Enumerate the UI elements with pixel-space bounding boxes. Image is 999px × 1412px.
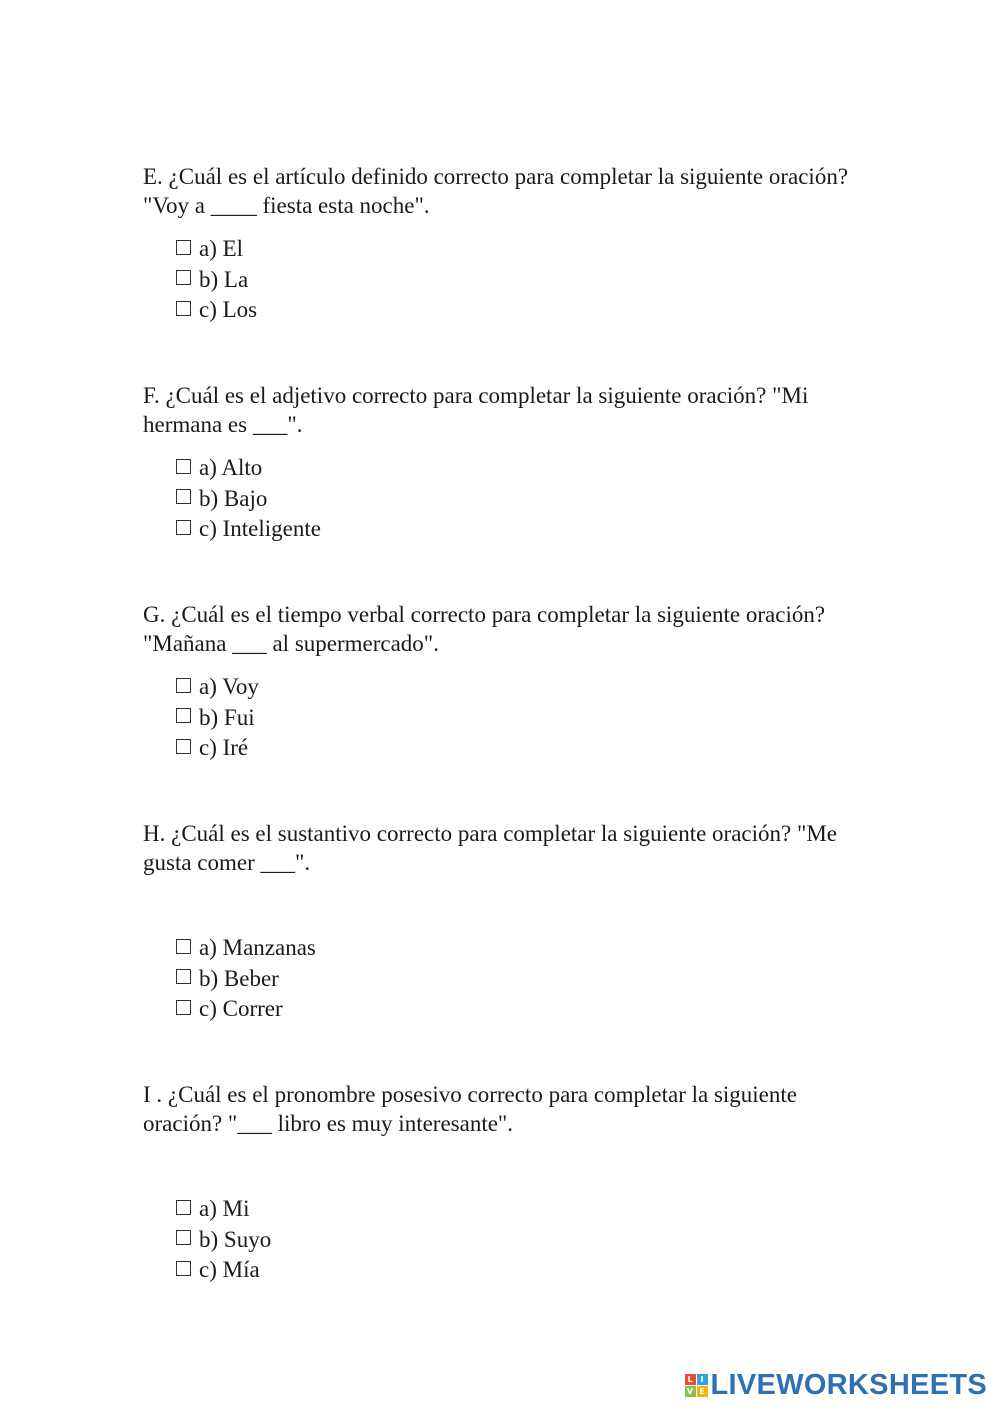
option-label: b) Bajo [199, 485, 268, 511]
option-label: b) La [199, 266, 249, 292]
option-h-a[interactable] [176, 933, 863, 964]
liveworksheets-logo [685, 1369, 988, 1402]
checkbox-icon[interactable] [176, 489, 191, 504]
question-h [143, 819, 863, 1025]
checkbox-icon[interactable] [176, 969, 191, 984]
logo-text: LIVEWORKSHEETS [710, 1369, 987, 1401]
checkbox-icon[interactable] [176, 939, 191, 954]
options-list [143, 1194, 863, 1286]
logo-mark-letter: I [697, 1374, 708, 1385]
checkbox-icon[interactable] [176, 1200, 191, 1215]
checkbox-icon[interactable] [176, 240, 191, 255]
option-i-a[interactable] [176, 1194, 863, 1225]
option-label: b) Fui [199, 704, 255, 730]
option-g-c[interactable] [176, 733, 863, 764]
question-g [143, 600, 863, 764]
option-label: a) Alto [199, 455, 263, 480]
liveworksheets-logo-icon [685, 1374, 708, 1397]
option-f-b[interactable] [176, 484, 863, 515]
option-label: b) Beber [199, 965, 279, 991]
option-h-b[interactable] [176, 964, 863, 995]
checkbox-icon[interactable] [176, 1000, 191, 1015]
option-g-a[interactable] [176, 672, 863, 703]
question-text: F. ¿Cuál es el adjetivo correcto para completar la siguiente oración? "Mi hermana es ___". [143, 383, 809, 437]
logo-mark-letter: E [697, 1386, 708, 1397]
question-e [143, 162, 863, 326]
option-i-c[interactable] [176, 1255, 863, 1286]
question-text: I . ¿Cuál es el pronombre posesivo correcto para completar la siguiente oración? "___ libro es muy interesante". [143, 1082, 797, 1136]
option-label: a) Manzanas [199, 935, 316, 960]
option-f-a[interactable] [176, 453, 863, 484]
option-label: c) Correr [199, 996, 283, 1021]
option-h-c[interactable] [176, 994, 863, 1025]
checkbox-icon[interactable] [176, 1261, 191, 1276]
option-f-c[interactable] [176, 514, 863, 545]
options-list [143, 933, 863, 1025]
option-label: c) Mía [199, 1257, 260, 1282]
option-label: b) Suyo [199, 1226, 272, 1252]
logo-mark-letter: L [685, 1374, 696, 1385]
question-i [143, 1080, 863, 1286]
checkbox-icon[interactable] [176, 301, 191, 316]
option-label: a) Mi [199, 1196, 250, 1221]
checkbox-icon[interactable] [176, 708, 191, 723]
option-e-a[interactable] [176, 234, 863, 265]
option-i-b[interactable] [176, 1225, 863, 1256]
checkbox-icon[interactable] [176, 678, 191, 693]
options-list [143, 672, 863, 764]
option-label: a) El [199, 236, 244, 261]
option-label: c) Los [199, 297, 258, 322]
option-e-c[interactable] [176, 295, 863, 326]
question-text: G. ¿Cuál es el tiempo verbal correcto para completar la siguiente oración? "Mañana ___ al supermercado". [143, 602, 826, 656]
option-label: c) Iré [199, 735, 249, 760]
question-text: H. ¿Cuál es el sustantivo correcto para completar la siguiente oración? "Me gusta comer ___". [143, 821, 838, 875]
checkbox-icon[interactable] [176, 459, 191, 474]
option-label: a) Voy [199, 674, 259, 699]
option-e-b[interactable] [176, 265, 863, 296]
checkbox-icon[interactable] [176, 1230, 191, 1245]
question-f [143, 381, 863, 545]
checkbox-icon[interactable] [176, 520, 191, 535]
checkbox-icon[interactable] [176, 739, 191, 754]
option-g-b[interactable] [176, 703, 863, 734]
option-label: c) Inteligente [199, 516, 321, 541]
options-list [143, 453, 863, 545]
checkbox-icon[interactable] [176, 270, 191, 285]
options-list [143, 234, 863, 326]
logo-mark-letter: V [685, 1386, 696, 1397]
question-text: E. ¿Cuál es el artículo definido correcto para completar la siguiente oración? "Voy a ____ fiesta esta noche". [143, 164, 849, 218]
